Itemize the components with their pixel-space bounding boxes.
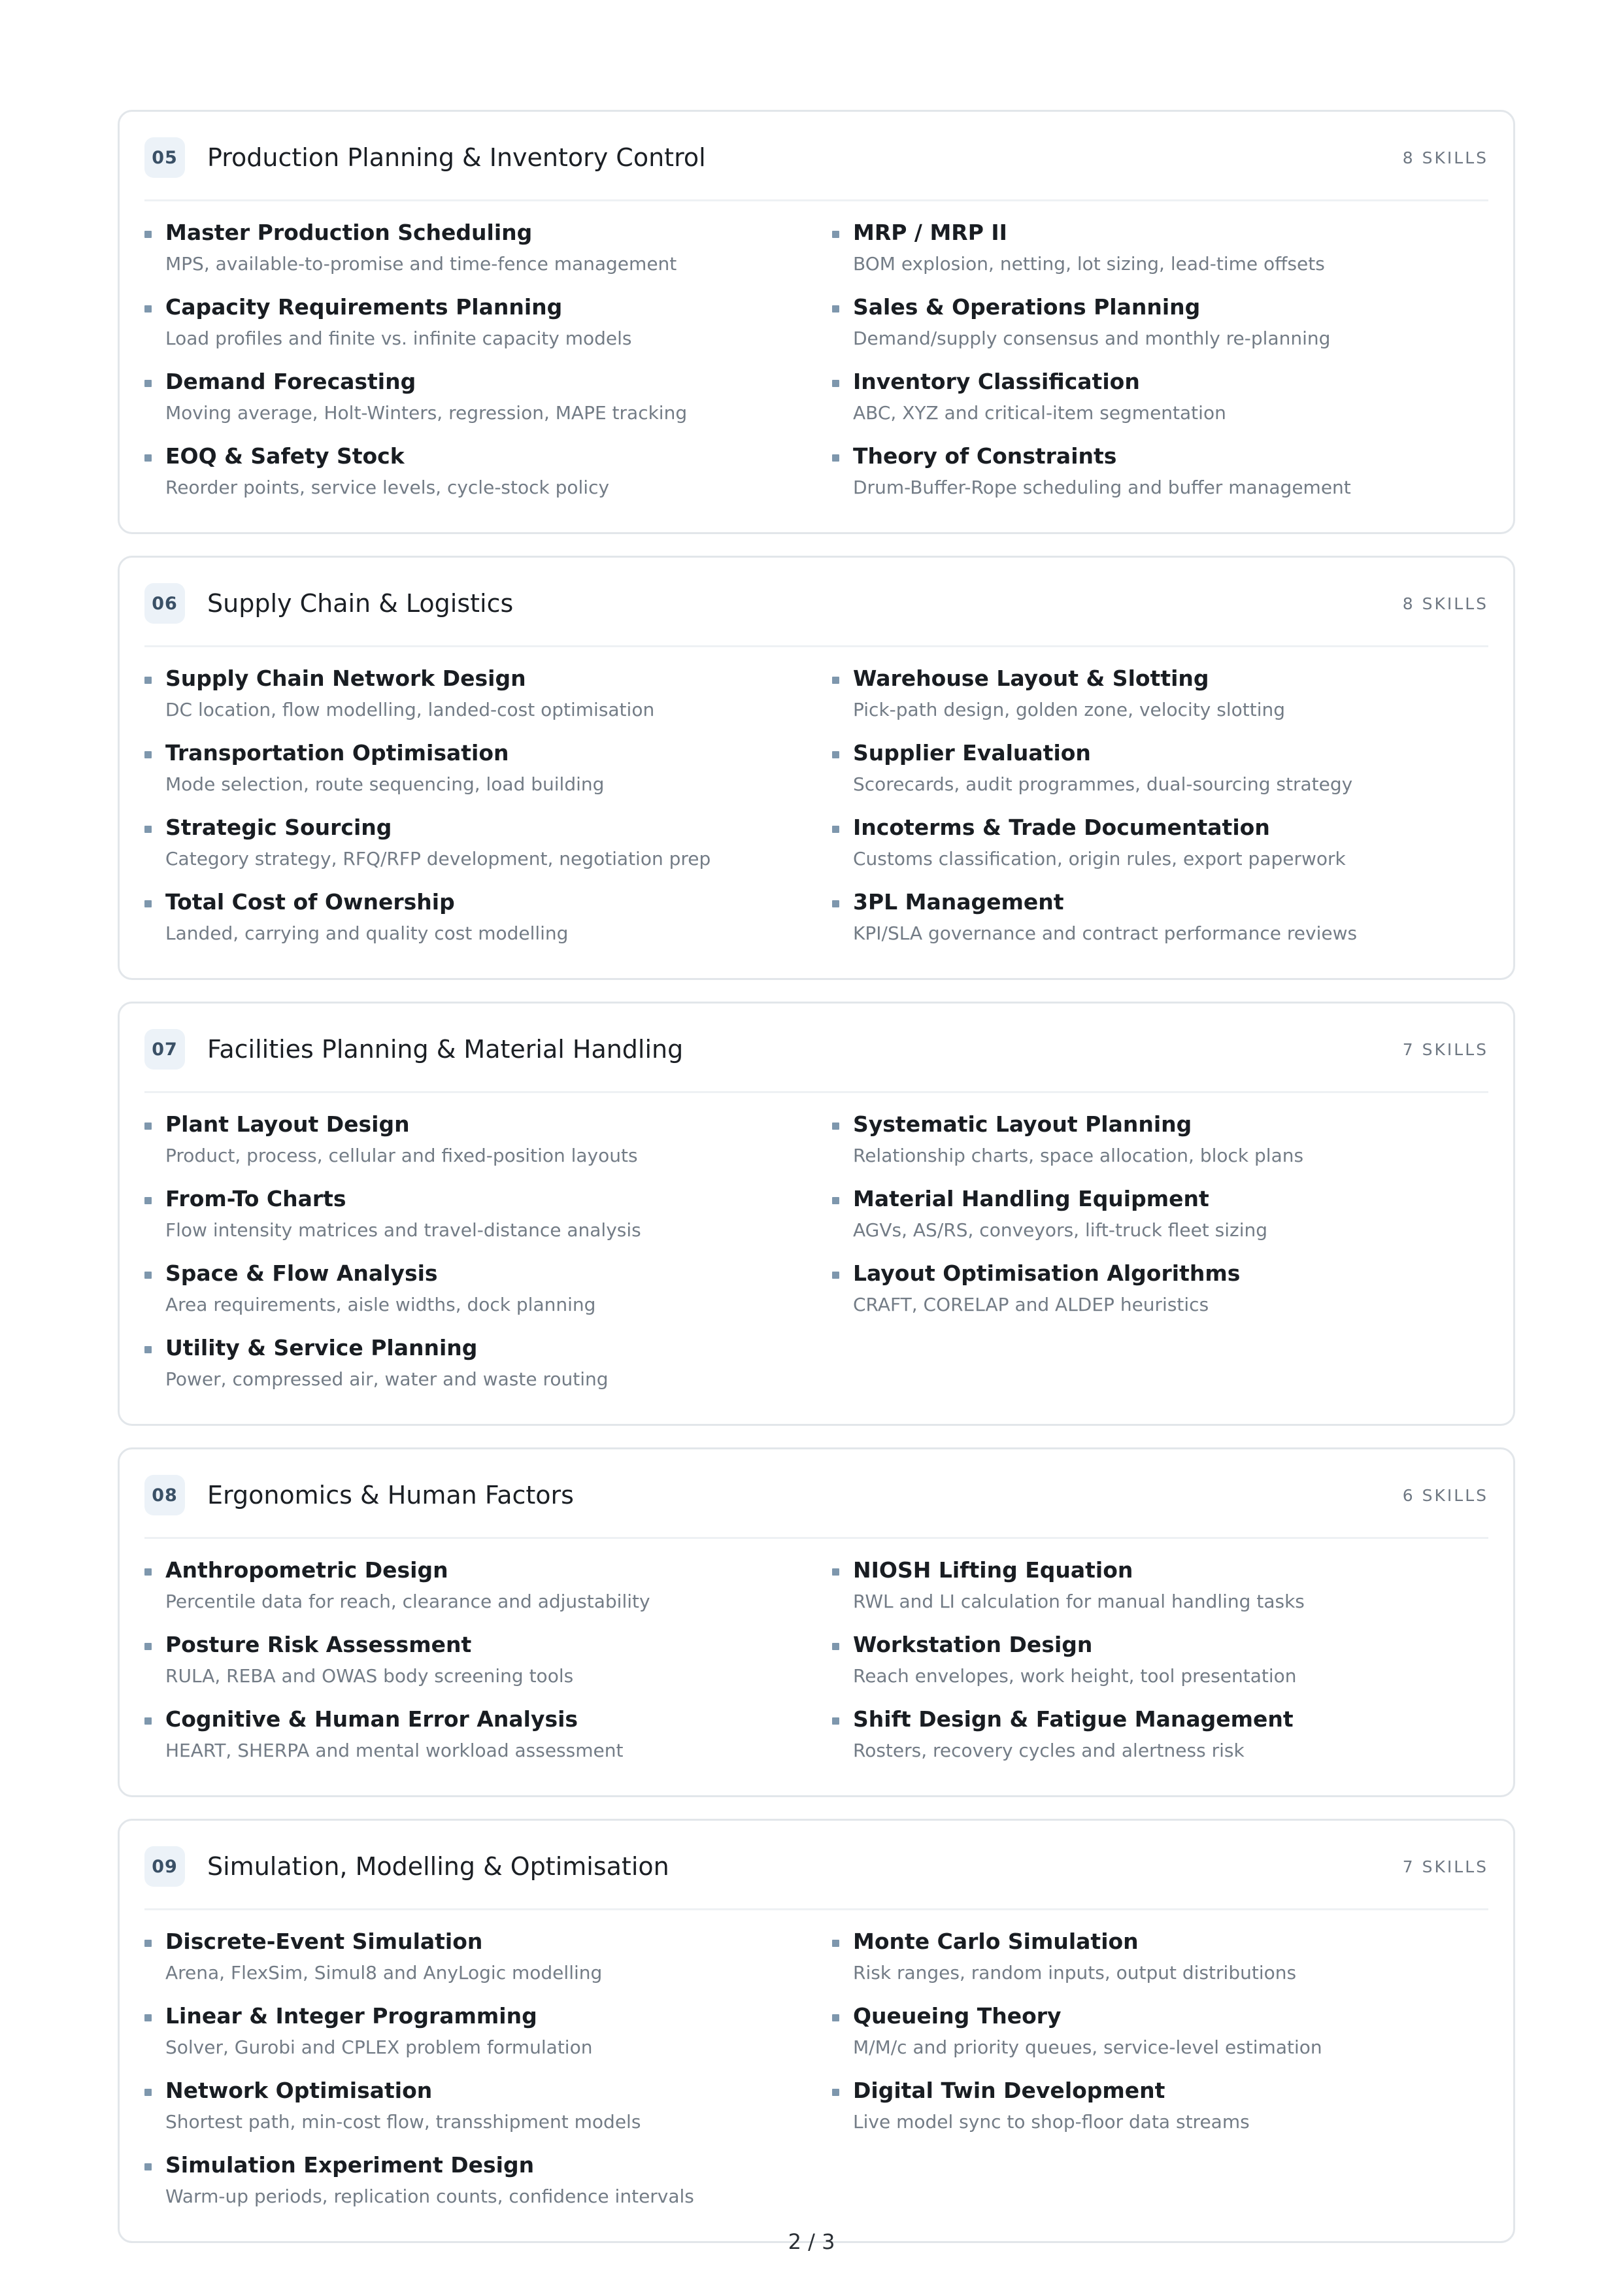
skill-item (144, 888, 832, 962)
section-header (144, 577, 1488, 647)
page-indicator: 2 / 3 (788, 2229, 835, 2254)
skill-item (832, 888, 1520, 962)
skills-sections (118, 110, 1515, 2265)
square-bullet-icon (832, 380, 839, 387)
square-bullet-icon (832, 1123, 839, 1130)
skill-count-label: 8 SKILLS (1402, 148, 1488, 167)
square-bullet-icon (144, 1123, 152, 1130)
skill-description: Mode selection, route sequencing, load building (165, 773, 605, 795)
square-bullet-icon (832, 1568, 839, 1576)
skill-item (832, 1185, 1520, 1259)
skill-item (144, 1705, 832, 1780)
skill-item (144, 1185, 832, 1259)
skill-description: Arena, FlexSim, Simul8 and AnyLogic modelling (165, 1962, 603, 1984)
skill-section (118, 1447, 1515, 1797)
section-title: Ergonomics & Human Factors (207, 1481, 574, 1510)
skill-description: Landed, carrying and quality cost modelling (165, 922, 569, 944)
skill-item (832, 664, 1520, 739)
skill-title: Plant Layout Design (165, 1111, 410, 1137)
skill-title: Space & Flow Analysis (165, 1260, 438, 1286)
skill-description: Drum-Buffer-Rope scheduling and buffer management (853, 477, 1351, 498)
square-bullet-icon (832, 751, 839, 758)
section-number-badge: 07 (144, 1029, 185, 1070)
skill-item (144, 2002, 832, 2076)
square-bullet-icon (144, 1346, 152, 1353)
skill-title: Posture Risk Assessment (165, 1632, 472, 1657)
section-number-badge: 08 (144, 1475, 185, 1515)
skill-description: Product, process, cellular and fixed-position layouts (165, 1145, 638, 1166)
square-bullet-icon (832, 900, 839, 907)
skill-description: Power, compressed air, water and waste routing (165, 1368, 609, 1390)
skill-count-label: 7 SKILLS (1402, 1857, 1488, 1876)
skill-count-label: 6 SKILLS (1402, 1485, 1488, 1505)
skill-title: 3PL Management (853, 889, 1064, 915)
square-bullet-icon (144, 900, 152, 907)
skill-item (832, 1705, 1520, 1780)
square-bullet-icon (144, 1717, 152, 1725)
square-bullet-icon (144, 1272, 152, 1279)
skill-item (144, 1927, 832, 2002)
skill-title: Incoterms & Trade Documentation (853, 815, 1270, 840)
skill-title: Network Optimisation (165, 2078, 433, 2103)
section-number-badge: 05 (144, 137, 185, 178)
skill-description: Percentile data for reach, clearance and adjustability (165, 1591, 650, 1612)
square-bullet-icon (832, 1643, 839, 1650)
skill-description: BOM explosion, netting, lot sizing, lead-time offsets (853, 253, 1325, 275)
skill-title: From-To Charts (165, 1186, 346, 1211)
skill-description: RWL and LI calculation for manual handling tasks (853, 1591, 1305, 1612)
skill-description: DC location, flow modelling, landed-cost optimisation (165, 699, 655, 720)
skill-item (832, 293, 1520, 367)
skill-section (118, 556, 1515, 980)
section-heading (144, 1029, 683, 1070)
skill-title: Capacity Requirements Planning (165, 294, 563, 320)
section-title: Supply Chain & Logistics (207, 589, 514, 618)
skill-title: Inventory Classification (853, 369, 1140, 394)
skill-title: Warehouse Layout & Slotting (853, 666, 1209, 691)
skill-title: Cognitive & Human Error Analysis (165, 1706, 578, 1732)
skill-description: Rosters, recovery cycles and alertness risk (853, 1740, 1245, 1761)
skill-description: ABC, XYZ and critical-item segmentation (853, 402, 1226, 424)
skill-title: Transportation Optimisation (165, 740, 509, 766)
square-bullet-icon (832, 231, 839, 238)
skill-title: EOQ & Safety Stock (165, 443, 405, 469)
skill-item (144, 293, 832, 367)
skill-item (144, 1630, 832, 1705)
skill-list (144, 218, 1488, 516)
skill-description: Relationship charts, space allocation, block plans (853, 1145, 1304, 1166)
square-bullet-icon (832, 305, 839, 312)
skill-description: HEART, SHERPA and mental workload assessment (165, 1740, 624, 1761)
square-bullet-icon (144, 2014, 152, 2021)
skill-title: Simulation Experiment Design (165, 2152, 535, 2178)
section-header (144, 131, 1488, 201)
skill-description: Reorder points, service levels, cycle-stock policy (165, 477, 610, 498)
square-bullet-icon (144, 1197, 152, 1204)
skill-description: KPI/SLA governance and contract performance reviews (853, 922, 1358, 944)
skill-item (144, 664, 832, 739)
square-bullet-icon (144, 2089, 152, 2096)
skill-item (832, 2076, 1520, 2151)
skill-item (144, 739, 832, 813)
skill-title: Utility & Service Planning (165, 1335, 478, 1360)
skill-description: Pick-path design, golden zone, velocity slotting (853, 699, 1286, 720)
skill-item (832, 1927, 1520, 2002)
square-bullet-icon (832, 677, 839, 684)
skill-description: Scorecards, audit programmes, dual-sourcing strategy (853, 773, 1353, 795)
skill-item (832, 2002, 1520, 2076)
skill-count-label: 8 SKILLS (1402, 594, 1488, 613)
skill-title: Total Cost of Ownership (165, 889, 455, 915)
skill-title: Master Production Scheduling (165, 220, 533, 245)
skill-title: Digital Twin Development (853, 2078, 1165, 2103)
skill-description: Area requirements, aisle widths, dock planning (165, 1294, 596, 1315)
skill-title: Queueing Theory (853, 2003, 1062, 2029)
square-bullet-icon (832, 826, 839, 833)
square-bullet-icon (832, 2014, 839, 2021)
square-bullet-icon (144, 826, 152, 833)
skill-item (832, 218, 1520, 293)
skill-title: Demand Forecasting (165, 369, 416, 394)
skill-description: Live model sync to shop-floor data streams (853, 2111, 1250, 2133)
skill-section (118, 110, 1515, 534)
skill-section (118, 1819, 1515, 2243)
skill-description: Reach envelopes, work height, tool presentation (853, 1665, 1297, 1687)
skill-description: Solver, Gurobi and CPLEX problem formulation (165, 2036, 593, 2058)
skill-title: Layout Optimisation Algorithms (853, 1260, 1241, 1286)
skill-title: Shift Design & Fatigue Management (853, 1706, 1294, 1732)
skill-description: M/M/c and priority queues, service-level estimation (853, 2036, 1322, 2058)
skill-list (144, 1556, 1488, 1780)
skill-item (832, 442, 1520, 516)
square-bullet-icon (832, 454, 839, 462)
skill-title: Systematic Layout Planning (853, 1111, 1192, 1137)
square-bullet-icon (832, 2089, 839, 2096)
square-bullet-icon (144, 305, 152, 312)
square-bullet-icon (144, 1568, 152, 1576)
square-bullet-icon (144, 380, 152, 387)
skill-title: Linear & Integer Programming (165, 2003, 537, 2029)
skill-item (144, 367, 832, 442)
square-bullet-icon (144, 751, 152, 758)
section-number-badge: 06 (144, 583, 185, 624)
skill-item (832, 367, 1520, 442)
skill-title: Sales & Operations Planning (853, 294, 1201, 320)
skill-description: Category strategy, RFQ/RFP development, negotiation prep (165, 848, 711, 869)
skill-title: Workstation Design (853, 1632, 1093, 1657)
skill-description: Customs classification, origin rules, export paperwork (853, 848, 1346, 869)
square-bullet-icon (144, 231, 152, 238)
skill-description: Flow intensity matrices and travel-distance analysis (165, 1219, 641, 1241)
skill-description: Shortest path, min-cost flow, transshipment models (165, 2111, 641, 2133)
skill-item (144, 1556, 832, 1630)
skill-title: NIOSH Lifting Equation (853, 1557, 1133, 1583)
skill-item (832, 1556, 1520, 1630)
section-heading (144, 583, 513, 624)
skill-title: Discrete-Event Simulation (165, 1929, 483, 1954)
skill-title: Material Handling Equipment (853, 1186, 1209, 1211)
skill-item (832, 813, 1520, 888)
skill-description: AGVs, AS/RS, conveyors, lift-truck fleet sizing (853, 1219, 1268, 1241)
square-bullet-icon (144, 1643, 152, 1650)
square-bullet-icon (144, 1940, 152, 1947)
skill-count-label: 7 SKILLS (1402, 1039, 1488, 1059)
skill-item (144, 1259, 832, 1334)
skill-section (118, 1002, 1515, 1426)
skill-title: Monte Carlo Simulation (853, 1929, 1139, 1954)
section-header (144, 1469, 1488, 1539)
skill-description: Demand/supply consensus and monthly re-planning (853, 328, 1331, 349)
skill-description: Warm-up periods, replication counts, confidence intervals (165, 2186, 694, 2207)
skill-item (144, 1110, 832, 1185)
skill-item (144, 2151, 832, 2225)
skill-description: Risk ranges, random inputs, output distributions (853, 1962, 1297, 1984)
skill-item (144, 1334, 832, 1408)
skill-item (832, 739, 1520, 813)
square-bullet-icon (832, 1717, 839, 1725)
skill-description: Moving average, Holt-Winters, regression, MAPE tracking (165, 402, 688, 424)
skill-description: Load profiles and finite vs. infinite capacity models (165, 328, 632, 349)
square-bullet-icon (144, 2163, 152, 2170)
skill-list (144, 1110, 1488, 1408)
section-heading (144, 1475, 574, 1515)
skill-title: Supplier Evaluation (853, 740, 1091, 766)
skill-description: CRAFT, CORELAP and ALDEP heuristics (853, 1294, 1209, 1315)
skill-title: Theory of Constraints (853, 443, 1117, 469)
section-header (144, 1023, 1488, 1093)
skill-description: RULA, REBA and OWAS body screening tools (165, 1665, 574, 1687)
section-heading (144, 1846, 669, 1887)
skill-item (832, 1630, 1520, 1705)
section-title: Simulation, Modelling & Optimisation (207, 1852, 669, 1881)
square-bullet-icon (832, 1940, 839, 1947)
square-bullet-icon (832, 1272, 839, 1279)
section-heading (144, 137, 706, 178)
skill-title: Supply Chain Network Design (165, 666, 526, 691)
section-number-badge: 09 (144, 1846, 185, 1887)
skill-list (144, 1927, 1488, 2225)
skill-list (144, 664, 1488, 962)
skill-title: MRP / MRP II (853, 220, 1007, 245)
section-title: Production Planning & Inventory Control (207, 143, 706, 172)
skill-title: Strategic Sourcing (165, 815, 392, 840)
section-title: Facilities Planning & Material Handling (207, 1035, 684, 1064)
skill-item (832, 1110, 1520, 1185)
skill-item (832, 1259, 1520, 1334)
skill-item (144, 442, 832, 516)
square-bullet-icon (832, 1197, 839, 1204)
square-bullet-icon (144, 454, 152, 462)
section-header (144, 1840, 1488, 1910)
skill-description: MPS, available-to-promise and time-fence management (165, 253, 677, 275)
skill-title: Anthropometric Design (165, 1557, 448, 1583)
skill-item (144, 813, 832, 888)
skill-item (144, 2076, 832, 2151)
square-bullet-icon (144, 677, 152, 684)
skill-item (144, 218, 832, 293)
